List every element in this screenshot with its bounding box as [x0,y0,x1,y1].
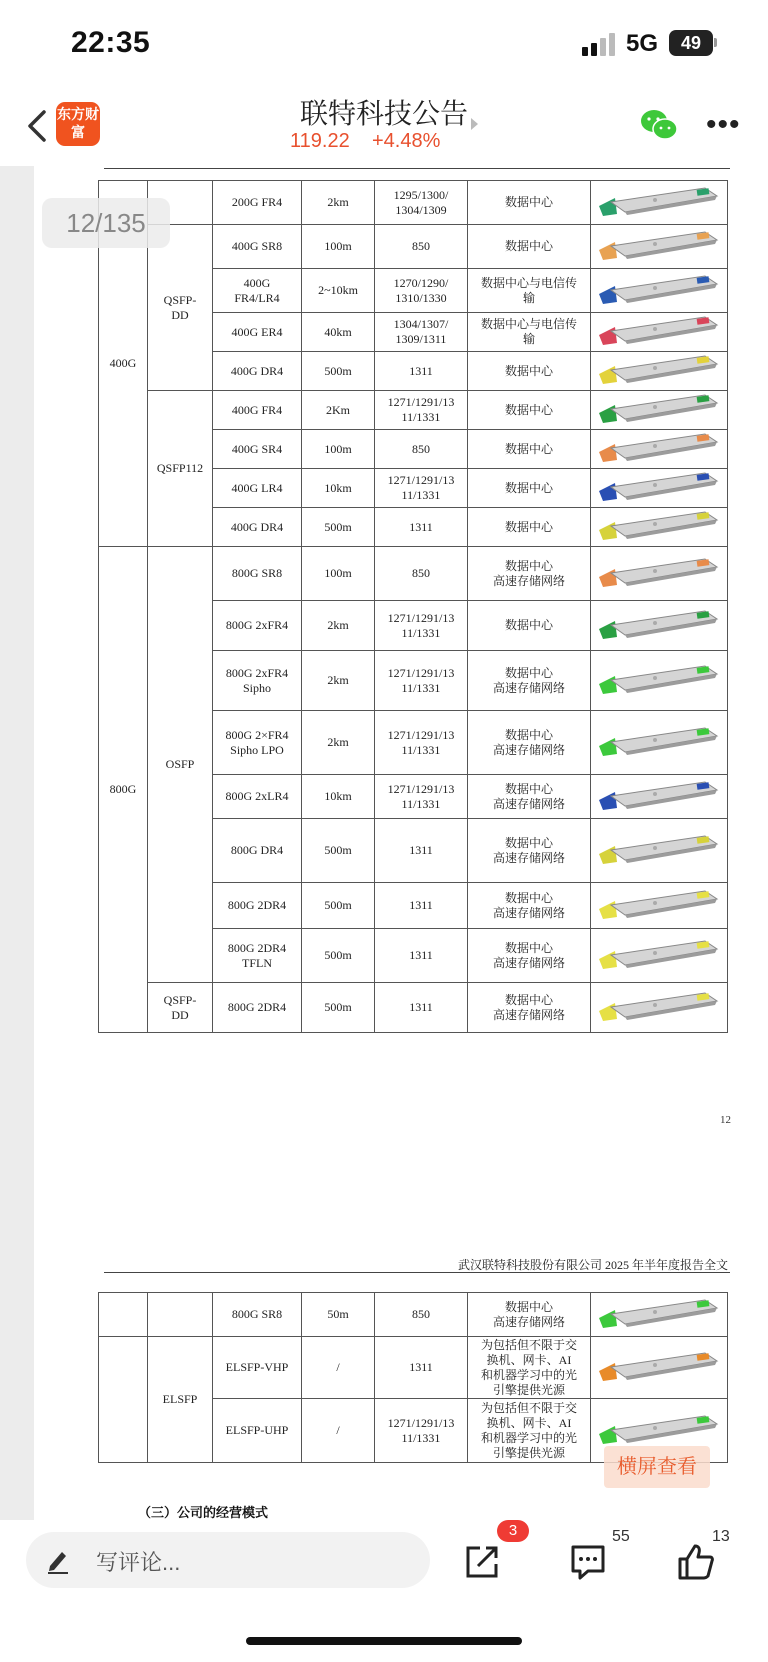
page-indicator: 12/135 [42,198,170,248]
transceiver-image [595,508,723,542]
distance-cell: 10km [302,775,375,819]
distance-cell: 2km [302,711,375,775]
pdf-page [34,166,768,1286]
application-cell: 数据中心 高速存储网络 [468,983,591,1033]
application-cell: 数据中心 高速存储网络 [468,711,591,775]
application-cell: 数据中心 高速存储网络 [468,819,591,883]
battery-icon: 49 [669,30,713,56]
transceiver-image [595,228,723,262]
model-cell: 800G SR8 [213,1293,302,1337]
product-image-cell [591,547,728,601]
model-cell: 400G LR4 [213,469,302,508]
distance-cell: 2~10km [302,269,375,313]
product-table [98,1292,728,1463]
model-cell: ELSFP-UHP [213,1399,302,1463]
wavelength-cell: 850 [375,547,468,601]
pencil-icon [46,1546,70,1574]
table-row [99,391,728,430]
section-subheading: （三）公司的经营模式 [138,1505,269,1520]
model-cell: 800G 2×FR4 Sipho LPO [213,711,302,775]
transceiver-image [595,430,723,464]
distance-cell: 500m [302,929,375,983]
application-cell: 数据中心 高速存储网络 [468,775,591,819]
product-image-cell [591,929,728,983]
wavelength-cell: 1271/1291/13 11/1331 [375,711,468,775]
model-cell: 200G FR4 [213,181,302,225]
application-cell: 为包括但不限于交 换机、网卡、AI 和机器学习中的光 引擎提供光源 [468,1337,591,1399]
transceiver-image [595,662,723,696]
distance-cell: 50m [302,1293,375,1337]
application-cell: 数据中心 [468,601,591,651]
table-row [99,181,728,225]
table-row [99,225,728,269]
distance-cell: 10km [302,469,375,508]
wavelength-cell: 850 [375,1293,468,1337]
wavelength-cell: 1311 [375,929,468,983]
distance-cell: / [302,1337,375,1399]
like-count: 13 [712,1528,730,1545]
wavelength-cell: 1295/1300/ 1304/1309 [375,181,468,225]
model-cell: ELSFP-VHP [213,1337,302,1399]
application-cell: 数据中心 [468,225,591,269]
signal-icon [582,32,618,56]
transceiver-image [595,989,723,1023]
distance-cell: 2km [302,651,375,711]
distance-cell: 500m [302,508,375,547]
model-cell: 800G 2DR4 [213,983,302,1033]
page-title: 联特科技公告 [299,98,468,129]
product-table [98,180,728,1033]
distance-cell: 40km [302,313,375,352]
transceiver-image [595,1296,723,1330]
wavelength-cell: 1271/1291/13 11/1331 [375,1399,468,1463]
wavelength-cell: 1311 [375,1337,468,1399]
wavelength-cell: 1311 [375,819,468,883]
nav-header [0,88,768,167]
model-cell: 400G DR4 [213,508,302,547]
application-cell: 数据中心与电信传 输 [468,313,591,352]
table-row [99,1293,728,1337]
network-type: 5G [626,30,659,57]
wavelength-cell: 1311 [375,508,468,547]
document-viewer[interactable] [0,166,768,1520]
wavelength-cell: 1271/1291/13 11/1331 [375,775,468,819]
application-cell: 数据中心 高速存储网络 [468,547,591,601]
application-cell: 数据中心 高速存储网络 [468,651,591,711]
like-thumb-icon[interactable] [676,1542,716,1582]
comment-icon[interactable] [568,1542,608,1582]
wavelength-cell: 1270/1290/ 1310/1330 [375,269,468,313]
product-image-cell [591,1337,728,1399]
distance-cell: 100m [302,430,375,469]
transceiver-image [595,391,723,425]
wavelength-cell: 1271/1291/13 11/1331 [375,469,468,508]
application-cell: 数据中心 高速存储网络 [468,929,591,983]
product-image-cell [591,983,728,1033]
page-number: 12 [720,1114,731,1126]
clock: 22:35 [71,26,151,59]
model-cell: 400G FR4 [213,391,302,430]
model-cell: 800G SR8 [213,547,302,601]
transceiver-image [595,778,723,812]
play-icon [471,118,478,130]
model-cell: 800G 2xFR4 Sipho [213,651,302,711]
distance-cell: 2km [302,181,375,225]
wavelength-cell: 850 [375,430,468,469]
form-factor-cell: QSFP- DD [148,225,213,391]
comment-count: 55 [612,1528,630,1545]
model-cell: 400G DR4 [213,352,302,391]
transceiver-image [595,352,723,386]
speed-group-cell: 800G [99,547,148,1033]
model-cell: 800G DR4 [213,819,302,883]
page-header-rule [104,168,730,169]
form-factor-cell: OSFP [148,547,213,983]
landscape-view-button[interactable]: 横屏查看 [604,1446,710,1488]
distance-cell: 500m [302,883,375,929]
table-row [99,1337,728,1399]
application-cell: 数据中心 [468,508,591,547]
product-image-cell [591,711,728,775]
distance-cell: 500m [302,352,375,391]
model-cell: 800G 2DR4 [213,883,302,929]
comment-placeholder: 写评论... [96,1550,181,1575]
stock-price[interactable]: 119.22 [290,130,350,152]
product-image-cell [591,775,728,819]
model-cell: 800G 2DR4 TFLN [213,929,302,983]
product-image-cell [591,469,728,508]
battery-tip [714,38,717,47]
product-image-cell [591,508,728,547]
transceiver-image [595,937,723,971]
transceiver-image [595,1412,723,1446]
product-image-cell [591,269,728,313]
distance-cell: / [302,1399,375,1463]
speed-group-cell: 400G [99,181,148,547]
distance-cell: 500m [302,819,375,883]
form-factor-cell: QSFP112 [148,391,213,547]
product-image-cell [591,430,728,469]
application-cell: 数据中心 [468,430,591,469]
transceiver-image [595,832,723,866]
product-image-cell [591,391,728,430]
form-factor-cell [148,1293,213,1337]
model-cell: 400G SR8 [213,225,302,269]
app-logo: 东方财富 [56,102,100,146]
transceiver-image [595,887,723,921]
wavelength-cell: 1304/1307/ 1309/1311 [375,313,468,352]
wavelength-cell: 1311 [375,883,468,929]
application-cell: 数据中心 高速存储网络 [468,883,591,929]
product-image-cell [591,181,728,225]
transceiver-image [595,1349,723,1383]
application-cell: 数据中心 [468,469,591,508]
comment-input[interactable] [26,1532,430,1588]
page-header-text: 武汉联特科技股份有限公司 2025 年半年度报告全文 [457,1258,728,1272]
wavelength-cell: 1271/1291/13 11/1331 [375,601,468,651]
transceiver-image [595,272,723,306]
application-cell: 数据中心 [468,352,591,391]
more-menu-icon[interactable]: ••• [706,108,741,141]
speed-group-cell [99,1293,148,1337]
form-factor-cell: ELSFP [148,1337,213,1463]
home-indicator [246,1637,522,1645]
application-cell: 为包括但不限于交 换机、网卡、AI 和机器学习中的光 引擎提供光源 [468,1399,591,1463]
share-icon[interactable] [462,1542,502,1582]
transceiver-image [595,555,723,589]
product-image-cell [591,883,728,929]
product-image-cell [591,1293,728,1337]
page-header-rule [104,1272,730,1273]
application-cell: 数据中心与电信传 输 [468,269,591,313]
model-cell: 400G FR4/LR4 [213,269,302,313]
wavelength-cell: 1271/1291/13 11/1331 [375,651,468,711]
product-image-cell [591,225,728,269]
form-factor-cell: QSFP- DD [148,983,213,1033]
product-image-cell [591,313,728,352]
speed-group-cell [99,1337,148,1463]
product-image-cell [591,651,728,711]
wavelength-cell: 850 [375,225,468,269]
wavelength-cell: 1311 [375,983,468,1033]
model-cell: 400G SR4 [213,430,302,469]
wavelength-cell: 1271/1291/13 11/1331 [375,391,468,430]
share-badge: 3 [497,1520,529,1542]
transceiver-image [595,469,723,503]
transceiver-image [595,313,723,347]
transceiver-image [595,184,723,218]
distance-cell: 500m [302,983,375,1033]
application-cell: 数据中心 [468,181,591,225]
model-cell: 400G ER4 [213,313,302,352]
application-cell: 数据中心 高速存储网络 [468,1293,591,1337]
transceiver-image [595,724,723,758]
distance-cell: 100m [302,225,375,269]
table-row [99,547,728,601]
wavelength-cell: 1311 [375,352,468,391]
status-bar [0,0,768,88]
distance-cell: 2Km [302,391,375,430]
application-cell: 数据中心 [468,391,591,430]
wechat-share-icon[interactable] [640,108,678,142]
distance-cell: 2km [302,601,375,651]
bottom-toolbar [0,1520,768,1662]
model-cell: 800G 2xLR4 [213,775,302,819]
model-cell: 800G 2xFR4 [213,601,302,651]
transceiver-image [595,607,723,641]
stock-change[interactable]: +4.48% [372,130,441,152]
product-image-cell [591,601,728,651]
product-image-cell [591,352,728,391]
distance-cell: 100m [302,547,375,601]
table-row [99,983,728,1033]
product-image-cell [591,819,728,883]
